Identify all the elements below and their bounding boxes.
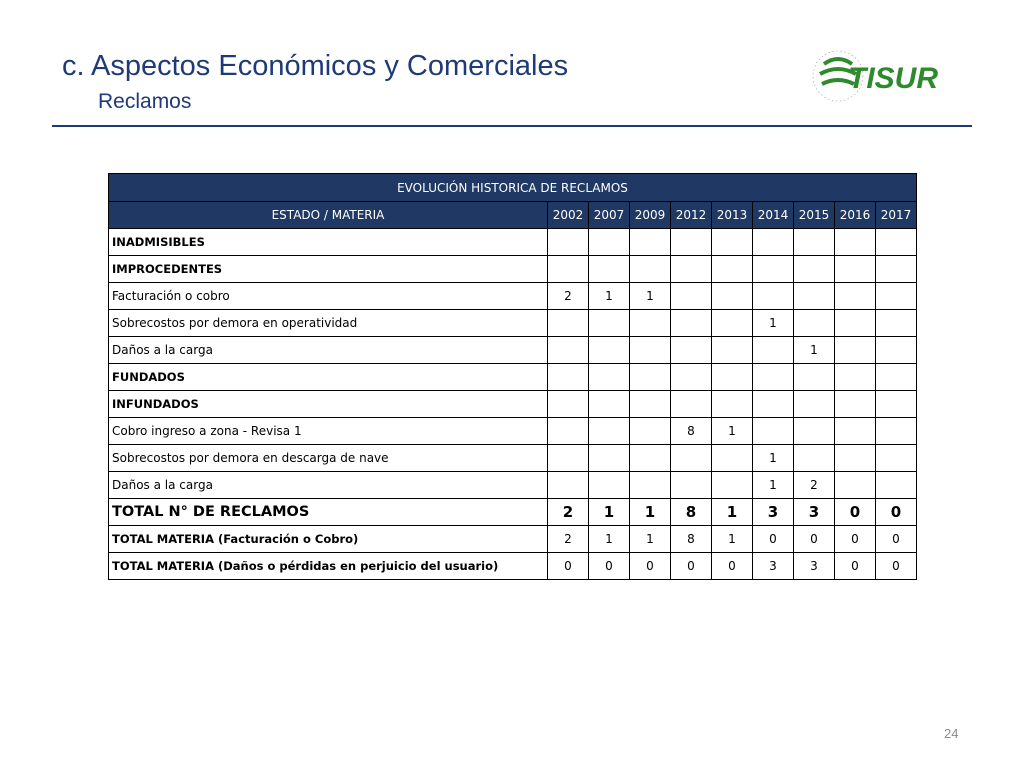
row-value-cell bbox=[589, 310, 630, 337]
row-label: IMPROCEDENTES bbox=[109, 256, 548, 283]
row-value-cell bbox=[630, 310, 671, 337]
row-value-cell: 1 bbox=[712, 526, 753, 553]
row-value-cell bbox=[876, 256, 917, 283]
table-row bbox=[109, 310, 917, 337]
row-value-cell bbox=[548, 337, 589, 364]
row-value-cell bbox=[712, 337, 753, 364]
row-value-cell bbox=[794, 283, 835, 310]
table-row bbox=[109, 499, 917, 526]
tisur-logo bbox=[808, 44, 970, 108]
row-value-cell bbox=[548, 256, 589, 283]
row-value-cell bbox=[589, 445, 630, 472]
row-value-cell bbox=[794, 418, 835, 445]
row-value-cell bbox=[794, 256, 835, 283]
row-value-cell: 0 bbox=[794, 526, 835, 553]
row-value-cell bbox=[835, 337, 876, 364]
row-value-cell bbox=[835, 229, 876, 256]
row-value-cell bbox=[712, 472, 753, 499]
row-value-cell bbox=[835, 391, 876, 418]
row-value-cell bbox=[876, 283, 917, 310]
row-value-cell: 1 bbox=[630, 526, 671, 553]
row-value-cell: 3 bbox=[753, 499, 794, 526]
row-value-cell bbox=[712, 391, 753, 418]
row-value-cell: 1 bbox=[589, 283, 630, 310]
year-header-row bbox=[109, 202, 917, 229]
row-value-cell: 1 bbox=[794, 337, 835, 364]
row-value-cell: 1 bbox=[753, 445, 794, 472]
table-row bbox=[109, 526, 917, 553]
row-value-cell bbox=[876, 418, 917, 445]
slide-title: c. Aspectos Económicos y Comerciales bbox=[62, 50, 569, 82]
row-value-cell: 1 bbox=[712, 418, 753, 445]
row-value-cell: 3 bbox=[794, 499, 835, 526]
row-value-cell bbox=[548, 229, 589, 256]
column-header-year: 2013 bbox=[712, 202, 753, 229]
row-value-cell bbox=[630, 445, 671, 472]
row-value-cell bbox=[712, 283, 753, 310]
table-row bbox=[109, 229, 917, 256]
row-value-cell: 0 bbox=[589, 553, 630, 580]
row-value-cell bbox=[671, 445, 712, 472]
row-value-cell: 0 bbox=[835, 526, 876, 553]
row-label: TOTAL N° DE RECLAMOS bbox=[109, 499, 548, 526]
row-value-cell bbox=[671, 364, 712, 391]
row-value-cell bbox=[630, 256, 671, 283]
row-value-cell: 0 bbox=[876, 526, 917, 553]
row-value-cell: 0 bbox=[835, 553, 876, 580]
row-value-cell: 0 bbox=[876, 553, 917, 580]
column-header-year: 2015 bbox=[794, 202, 835, 229]
row-value-cell bbox=[671, 391, 712, 418]
row-label: TOTAL MATERIA (Daños o pérdidas en perjuicio del usuario) bbox=[109, 553, 548, 580]
row-value-cell: 0 bbox=[876, 499, 917, 526]
column-header-year: 2002 bbox=[548, 202, 589, 229]
row-label: Facturación o cobro bbox=[109, 283, 548, 310]
row-value-cell bbox=[753, 364, 794, 391]
row-value-cell bbox=[671, 472, 712, 499]
row-value-cell: 1 bbox=[589, 526, 630, 553]
table-row bbox=[109, 553, 917, 580]
row-value-cell bbox=[876, 445, 917, 472]
row-value-cell bbox=[548, 364, 589, 391]
row-value-cell bbox=[753, 229, 794, 256]
row-label: INADMISIBLES bbox=[109, 229, 548, 256]
row-value-cell bbox=[630, 391, 671, 418]
row-value-cell bbox=[794, 445, 835, 472]
row-value-cell bbox=[589, 391, 630, 418]
row-value-cell bbox=[589, 229, 630, 256]
row-value-cell: 0 bbox=[671, 553, 712, 580]
column-header-estado-materia: ESTADO / MATERIA bbox=[109, 202, 548, 229]
row-value-cell bbox=[835, 418, 876, 445]
row-value-cell bbox=[794, 229, 835, 256]
row-value-cell bbox=[630, 229, 671, 256]
row-value-cell bbox=[876, 391, 917, 418]
row-value-cell bbox=[589, 472, 630, 499]
row-value-cell bbox=[630, 364, 671, 391]
row-value-cell bbox=[835, 364, 876, 391]
row-label: Daños a la carga bbox=[109, 472, 548, 499]
table-row bbox=[109, 364, 917, 391]
row-value-cell: 8 bbox=[671, 418, 712, 445]
row-value-cell: 2 bbox=[794, 472, 835, 499]
row-value-cell bbox=[671, 256, 712, 283]
claims-history-table bbox=[108, 173, 917, 580]
row-value-cell bbox=[589, 418, 630, 445]
column-header-year: 2012 bbox=[671, 202, 712, 229]
row-value-cell: 1 bbox=[589, 499, 630, 526]
row-value-cell bbox=[671, 337, 712, 364]
row-value-cell bbox=[876, 310, 917, 337]
row-value-cell: 1 bbox=[753, 472, 794, 499]
row-value-cell bbox=[835, 283, 876, 310]
row-value-cell bbox=[548, 418, 589, 445]
row-value-cell bbox=[589, 337, 630, 364]
row-value-cell bbox=[835, 445, 876, 472]
row-value-cell bbox=[876, 337, 917, 364]
row-value-cell bbox=[876, 364, 917, 391]
row-value-cell bbox=[712, 256, 753, 283]
row-value-cell bbox=[753, 418, 794, 445]
row-value-cell bbox=[589, 256, 630, 283]
table-row bbox=[109, 256, 917, 283]
row-value-cell bbox=[548, 445, 589, 472]
row-value-cell bbox=[835, 310, 876, 337]
row-value-cell bbox=[835, 472, 876, 499]
page-number: 24 bbox=[944, 726, 959, 741]
row-label: Sobrecostos por demora en descarga de nave bbox=[109, 445, 548, 472]
row-value-cell bbox=[712, 310, 753, 337]
row-value-cell: 0 bbox=[630, 553, 671, 580]
row-value-cell: 0 bbox=[548, 553, 589, 580]
row-value-cell bbox=[835, 256, 876, 283]
row-value-cell bbox=[712, 364, 753, 391]
row-value-cell bbox=[753, 256, 794, 283]
table-row bbox=[109, 445, 917, 472]
row-value-cell bbox=[630, 337, 671, 364]
row-value-cell bbox=[794, 364, 835, 391]
row-value-cell: 1 bbox=[630, 499, 671, 526]
slide-subtitle: Reclamos bbox=[98, 90, 192, 113]
row-value-cell bbox=[671, 310, 712, 337]
row-value-cell bbox=[876, 229, 917, 256]
row-value-cell: 0 bbox=[753, 526, 794, 553]
row-value-cell: 2 bbox=[548, 499, 589, 526]
row-value-cell bbox=[630, 472, 671, 499]
table-row bbox=[109, 418, 917, 445]
row-value-cell bbox=[548, 472, 589, 499]
row-value-cell: 3 bbox=[794, 553, 835, 580]
column-header-year: 2016 bbox=[835, 202, 876, 229]
row-value-cell bbox=[876, 472, 917, 499]
row-value-cell bbox=[794, 310, 835, 337]
table-row bbox=[109, 337, 917, 364]
table-row bbox=[109, 391, 917, 418]
row-value-cell bbox=[548, 391, 589, 418]
row-label: FUNDADOS bbox=[109, 364, 548, 391]
column-header-year: 2009 bbox=[630, 202, 671, 229]
row-label: Daños a la carga bbox=[109, 337, 548, 364]
row-value-cell: 8 bbox=[671, 526, 712, 553]
table-row bbox=[109, 472, 917, 499]
row-value-cell bbox=[753, 337, 794, 364]
row-value-cell bbox=[753, 391, 794, 418]
table-body bbox=[109, 229, 917, 580]
table-title: EVOLUCIÓN HISTORICA DE RECLAMOS bbox=[109, 174, 917, 202]
row-value-cell bbox=[712, 445, 753, 472]
row-label: Sobrecostos por demora en operatividad bbox=[109, 310, 548, 337]
row-value-cell: 3 bbox=[753, 553, 794, 580]
logo-wordmark: TISUR bbox=[848, 62, 938, 95]
row-value-cell bbox=[794, 391, 835, 418]
row-value-cell: 1 bbox=[630, 283, 671, 310]
row-value-cell bbox=[712, 229, 753, 256]
row-value-cell bbox=[589, 364, 630, 391]
row-value-cell: 2 bbox=[548, 283, 589, 310]
row-value-cell: 2 bbox=[548, 526, 589, 553]
title-divider bbox=[52, 125, 972, 127]
column-header-year: 2017 bbox=[876, 202, 917, 229]
row-value-cell: 1 bbox=[753, 310, 794, 337]
row-value-cell bbox=[630, 418, 671, 445]
row-value-cell: 0 bbox=[835, 499, 876, 526]
row-value-cell: 0 bbox=[712, 553, 753, 580]
row-label: INFUNDADOS bbox=[109, 391, 548, 418]
row-value-cell bbox=[753, 283, 794, 310]
row-label: TOTAL MATERIA (Facturación o Cobro) bbox=[109, 526, 548, 553]
column-header-year: 2007 bbox=[589, 202, 630, 229]
row-value-cell: 1 bbox=[712, 499, 753, 526]
row-value-cell: 8 bbox=[671, 499, 712, 526]
row-value-cell bbox=[548, 310, 589, 337]
column-header-year: 2014 bbox=[753, 202, 794, 229]
row-value-cell bbox=[671, 229, 712, 256]
row-label: Cobro ingreso a zona - Revisa 1 bbox=[109, 418, 548, 445]
table-row bbox=[109, 283, 917, 310]
row-value-cell bbox=[671, 283, 712, 310]
